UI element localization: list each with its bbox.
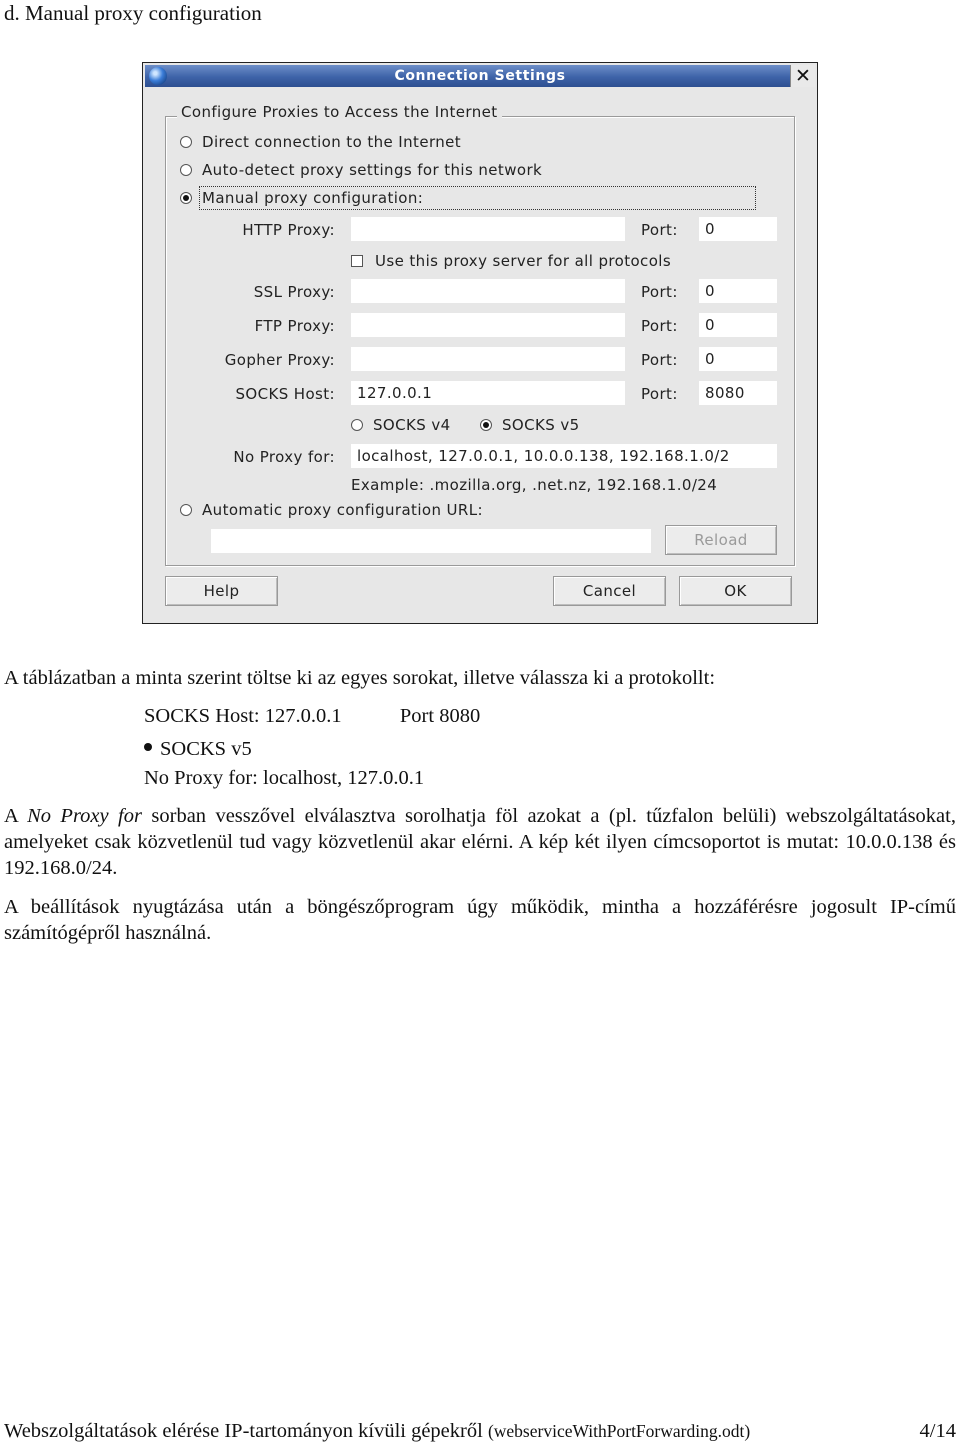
section-heading: d. Manual proxy configuration bbox=[4, 1, 262, 25]
gopher-port-label: Port: bbox=[641, 351, 678, 369]
http-proxy-input[interactable] bbox=[351, 217, 625, 241]
dialog-title: Connection Settings bbox=[394, 68, 566, 84]
radio-manual-label: Manual proxy configuration: bbox=[202, 189, 753, 207]
para1-emphasis: No Proxy for bbox=[27, 805, 142, 827]
summary-socks-version-text: SOCKS v5 bbox=[160, 738, 252, 760]
group-legend: Configure Proxies to Access the Internet bbox=[177, 103, 502, 121]
socks-host-label: SOCKS Host: bbox=[235, 385, 335, 403]
confirmation-paragraph: A beállítások nyugtázása után a böngészőprogram úgy működik, mintha a hozzáférésre jogosult IP-című számítógépről használná. bbox=[4, 896, 956, 944]
reload-button[interactable]: Reload bbox=[665, 525, 777, 555]
dialog-titlebar[interactable] bbox=[145, 65, 815, 87]
page-number: 4/14 bbox=[919, 1420, 956, 1442]
page-footer bbox=[4, 1418, 956, 1444]
radio-manual-proxy[interactable] bbox=[180, 189, 753, 207]
ssl-port-input[interactable]: 0 bbox=[699, 279, 777, 303]
radio-socks-v4[interactable] bbox=[351, 416, 451, 434]
para1-prefix: A bbox=[4, 805, 28, 827]
ftp-proxy-label: FTP Proxy: bbox=[254, 317, 335, 335]
checkbox-box[interactable] bbox=[351, 255, 363, 267]
radio-autodetect[interactable] bbox=[180, 164, 192, 176]
gopher-proxy-input[interactable] bbox=[351, 347, 625, 371]
ssl-proxy-label: SSL Proxy: bbox=[253, 283, 335, 301]
gopher-port-input[interactable]: 0 bbox=[699, 347, 777, 371]
gopher-proxy-label: Gopher Proxy: bbox=[224, 351, 335, 369]
bullet-icon bbox=[144, 743, 152, 751]
http-port-label: Port: bbox=[641, 221, 678, 239]
ok-button[interactable]: OK bbox=[679, 576, 792, 606]
socks-host-input[interactable]: 127.0.0.1 bbox=[351, 381, 625, 405]
radio-direct[interactable] bbox=[180, 136, 192, 148]
footer-title: Webszolgáltatások elérése IP-tartományon kívüli gépekről bbox=[4, 1420, 483, 1442]
close-icon[interactable]: ✕ bbox=[790, 65, 815, 87]
radio-socks-v5-label: SOCKS v5 bbox=[502, 416, 580, 434]
footer-filename: (webserviceWithPortForwarding.odt) bbox=[487, 1421, 751, 1441]
summary-socks-version bbox=[144, 736, 252, 762]
proxy-group-box bbox=[165, 116, 795, 566]
use-for-all-label: Use this proxy server for all protocols bbox=[375, 252, 672, 270]
cancel-button[interactable]: Cancel bbox=[553, 576, 666, 606]
radio-direct-connection[interactable] bbox=[180, 133, 461, 151]
summary-socks-host bbox=[144, 703, 480, 729]
radio-autodetect-label: Auto-detect proxy settings for this network bbox=[202, 161, 543, 179]
radio-auto-config-url[interactable] bbox=[180, 501, 483, 519]
no-proxy-explanation-paragraph bbox=[4, 803, 956, 881]
auto-config-url-input[interactable] bbox=[211, 529, 651, 553]
summary-port-text: Port 8080 bbox=[399, 705, 481, 727]
no-proxy-example: Example: .mozilla.org, .net.nz, 192.168.1.0/24 bbox=[351, 476, 718, 494]
socks-port-label: Port: bbox=[641, 385, 678, 403]
ftp-port-label: Port: bbox=[641, 317, 678, 335]
radio-socks-v5[interactable] bbox=[480, 416, 580, 434]
socks-port-input[interactable]: 8080 bbox=[699, 381, 777, 405]
radio-autodetect-proxy[interactable] bbox=[180, 161, 542, 179]
no-proxy-input[interactable]: localhost, 127.0.0.1, 10.0.0.138, 192.168.1.0/2 bbox=[351, 444, 777, 468]
ssl-proxy-input[interactable] bbox=[351, 279, 625, 303]
radio-direct-label: Direct connection to the Internet bbox=[202, 133, 462, 151]
ssl-port-label: Port: bbox=[641, 283, 678, 301]
radio-socks-v5-button[interactable] bbox=[480, 419, 492, 431]
ftp-proxy-input[interactable] bbox=[351, 313, 625, 337]
summary-no-proxy: No Proxy for: localhost, 127.0.0.1 bbox=[144, 767, 425, 789]
radio-auto-url-label: Automatic proxy configuration URL: bbox=[202, 501, 483, 519]
ftp-port-input[interactable]: 0 bbox=[699, 313, 777, 337]
connection-settings-dialog bbox=[142, 62, 818, 624]
radio-socks-v4-button[interactable] bbox=[351, 419, 363, 431]
radio-auto-url[interactable] bbox=[180, 504, 192, 516]
intro-paragraph: A táblázatban a minta szerint töltse ki az egyes sorokat, illetve válassza ki a protokollt: bbox=[4, 667, 716, 689]
para1-rest: sorban vesszővel elválasztva sorolhatja föl azokat a (pl. tűzfalon belüli) webszolgáltatásokat, amelyeket csak közvetlenül tud vagy közvetlenül akar elérni. A kép két ilyen címcsoportot is mutat: 10.0.0.138 és 192.168.0/24. bbox=[4, 805, 956, 879]
help-button[interactable]: Help bbox=[165, 576, 278, 606]
no-proxy-label: No Proxy for: bbox=[233, 448, 335, 466]
use-for-all-protocols-checkbox[interactable] bbox=[351, 252, 671, 270]
http-proxy-label: HTTP Proxy: bbox=[242, 221, 335, 239]
http-port-input[interactable]: 0 bbox=[699, 217, 777, 241]
summary-socks-host-text: SOCKS Host: 127.0.0.1 bbox=[144, 705, 342, 727]
radio-socks-v4-label: SOCKS v4 bbox=[373, 416, 451, 434]
radio-manual[interactable] bbox=[180, 192, 192, 204]
